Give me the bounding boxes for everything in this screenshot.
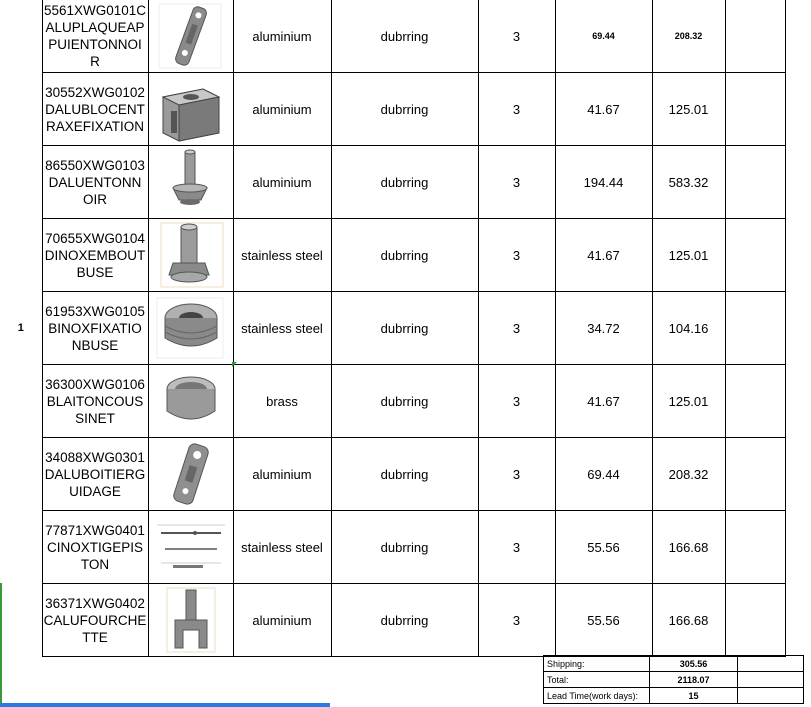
- blank-cell[interactable]: [725, 292, 785, 365]
- sheet-tab-accent[interactable]: [0, 703, 330, 707]
- part-number-cell[interactable]: 34088XWG0301DALUBOITIERGUIDAGE: [42, 438, 148, 511]
- quantity-cell[interactable]: 3: [478, 365, 555, 438]
- part-number-cell[interactable]: 70655XWG0104DINOXEMBOUTBUSE: [42, 219, 148, 292]
- blank-cell[interactable]: [725, 365, 785, 438]
- material-cell[interactable]: aluminium: [233, 438, 331, 511]
- total-price-cell[interactable]: 208.32: [652, 438, 725, 511]
- summary-blank-cell[interactable]: [738, 688, 804, 704]
- total-price-cell[interactable]: 208.32: [652, 0, 725, 73]
- blank-cell[interactable]: [725, 73, 785, 146]
- unit-price-cell[interactable]: 34.72: [555, 292, 652, 365]
- quantity-cell[interactable]: 3: [478, 438, 555, 511]
- table-row: [0, 0, 785, 73]
- part-number-cell[interactable]: 36371XWG0402CALUFOURCHETTE: [42, 584, 148, 657]
- blank-cell[interactable]: [725, 219, 785, 292]
- unit-price-cell[interactable]: 41.67: [555, 73, 652, 146]
- unit-price-cell[interactable]: 69.44: [555, 0, 652, 73]
- nozzle-part-icon: [151, 221, 231, 289]
- finish-cell[interactable]: dubrring: [331, 73, 478, 146]
- block-part-icon: [151, 75, 231, 143]
- table-row: [0, 511, 785, 584]
- unit-price-cell[interactable]: 55.56: [555, 511, 652, 584]
- total-price-cell[interactable]: 583.32: [652, 146, 725, 219]
- quantity-cell[interactable]: 3: [478, 146, 555, 219]
- total-price-cell[interactable]: 166.68: [652, 584, 725, 657]
- plate-part-icon: [151, 2, 231, 70]
- quantity-cell[interactable]: 3: [478, 219, 555, 292]
- total-row: [544, 672, 804, 688]
- fork-part-icon: [151, 586, 231, 654]
- lead-time-row: [544, 688, 804, 704]
- part-number-cell[interactable]: 5561XWG0101CALUPLAQUEAPPUIENTONNOIR: [42, 0, 148, 73]
- finish-cell[interactable]: dubrring: [331, 292, 478, 365]
- part-number-cell[interactable]: 30552XWG0102DALUBLOCENTRAXEFIXATION: [42, 73, 148, 146]
- quantity-cell[interactable]: 3: [478, 0, 555, 73]
- table-row: [0, 438, 785, 511]
- shipping-value[interactable]: 305.56: [650, 656, 738, 672]
- material-cell[interactable]: aluminium: [233, 73, 331, 146]
- finish-cell[interactable]: dubrring: [331, 438, 478, 511]
- unit-price-cell[interactable]: 69.44: [555, 438, 652, 511]
- material-cell[interactable]: aluminium: [233, 584, 331, 657]
- unit-price-cell[interactable]: 41.67: [555, 219, 652, 292]
- finish-cell[interactable]: dubrring: [331, 511, 478, 584]
- guide-plate-part-icon: [151, 440, 231, 508]
- lead-time-value[interactable]: 15: [650, 688, 738, 704]
- total-price-cell[interactable]: 125.01: [652, 219, 725, 292]
- blank-cell[interactable]: [725, 146, 785, 219]
- comment-indicator-icon: [232, 362, 237, 367]
- quantity-cell[interactable]: 3: [478, 511, 555, 584]
- table-row: [0, 146, 785, 219]
- quantity-cell[interactable]: 3: [478, 73, 555, 146]
- table-row: [0, 365, 785, 438]
- total-price-cell[interactable]: 104.16: [652, 292, 725, 365]
- part-number-cell[interactable]: 86550XWG0103DALUENTONNOIR: [42, 146, 148, 219]
- table-row: [0, 584, 785, 657]
- quantity-cell[interactable]: 3: [478, 584, 555, 657]
- part-thumbnail-cell[interactable]: [148, 584, 233, 657]
- shipping-label[interactable]: Shipping:: [544, 656, 650, 672]
- table-row: [0, 219, 785, 292]
- finish-cell[interactable]: dubrring: [331, 584, 478, 657]
- finish-cell[interactable]: dubrring: [331, 219, 478, 292]
- group-index-cell[interactable]: 1: [0, 0, 42, 657]
- material-cell[interactable]: brass: [233, 365, 331, 438]
- total-price-cell[interactable]: 125.01: [652, 73, 725, 146]
- quantity-cell[interactable]: 3: [478, 292, 555, 365]
- unit-price-cell[interactable]: 41.67: [555, 365, 652, 438]
- summary-blank-cell[interactable]: [738, 672, 804, 688]
- piston-rod-drawing-icon: [151, 513, 231, 581]
- total-label[interactable]: Total:: [544, 672, 650, 688]
- unit-price-cell[interactable]: 194.44: [555, 146, 652, 219]
- table-row: [0, 73, 785, 146]
- part-thumbnail-cell[interactable]: [148, 219, 233, 292]
- finish-cell[interactable]: dubrring: [331, 146, 478, 219]
- finish-cell[interactable]: dubrring: [331, 365, 478, 438]
- part-number-cell[interactable]: 77871XWG0401CINOXTIGEPISTON: [42, 511, 148, 584]
- material-cell[interactable]: stainless steel: [233, 219, 331, 292]
- part-thumbnail-cell[interactable]: [148, 438, 233, 511]
- blank-cell[interactable]: [725, 438, 785, 511]
- total-price-cell[interactable]: 125.01: [652, 365, 725, 438]
- bushing-part-icon: [151, 367, 231, 435]
- blank-cell[interactable]: [725, 511, 785, 584]
- lead-time-label[interactable]: Lead Time(work days):: [544, 688, 650, 704]
- material-cell[interactable]: aluminium: [233, 146, 331, 219]
- part-thumbnail-cell[interactable]: [148, 0, 233, 73]
- row-selection-marker: [0, 583, 2, 707]
- part-thumbnail-cell[interactable]: [148, 146, 233, 219]
- table-row: [0, 292, 785, 365]
- part-number-cell[interactable]: 61953XWG0105BINOXFIXATIONBUSE: [42, 292, 148, 365]
- threaded-nut-part-icon: [151, 294, 231, 362]
- finish-cell[interactable]: dubrring: [331, 0, 478, 73]
- material-cell[interactable]: stainless steel: [233, 511, 331, 584]
- part-number-cell[interactable]: 36300XWG0106BLAITONCOUSSINET: [42, 365, 148, 438]
- material-cell[interactable]: aluminium: [233, 0, 331, 73]
- material-cell[interactable]: stainless steel: [233, 292, 331, 365]
- total-value[interactable]: 2118.07: [650, 672, 738, 688]
- part-thumbnail-cell[interactable]: [148, 365, 233, 438]
- shipping-row: [544, 656, 804, 672]
- blank-cell[interactable]: [725, 0, 785, 73]
- summary-table: [543, 655, 804, 704]
- part-thumbnail-cell[interactable]: [148, 511, 233, 584]
- blank-cell[interactable]: [725, 584, 785, 657]
- unit-price-cell[interactable]: 55.56: [555, 584, 652, 657]
- summary-blank-cell[interactable]: [738, 656, 804, 672]
- funnel-part-icon: [151, 148, 231, 216]
- part-thumbnail-cell[interactable]: [148, 73, 233, 146]
- total-price-cell[interactable]: 166.68: [652, 511, 725, 584]
- part-thumbnail-cell[interactable]: [148, 292, 233, 365]
